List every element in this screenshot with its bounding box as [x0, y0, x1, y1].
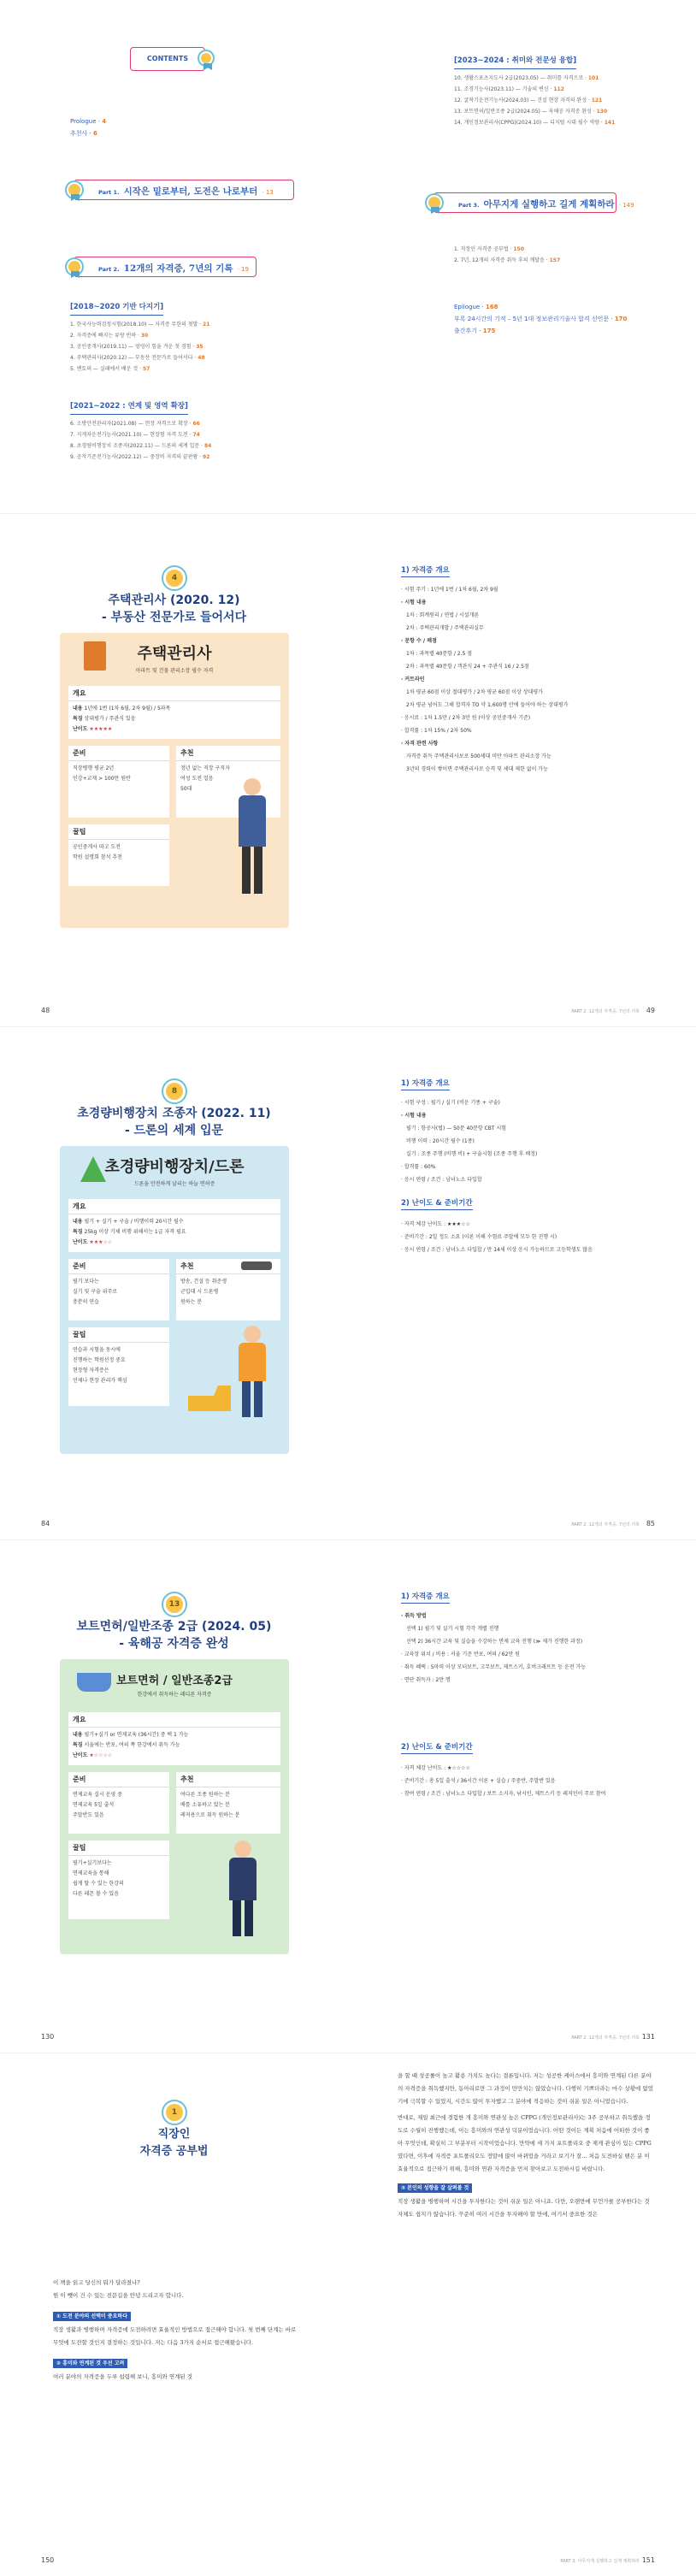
toc-separator: ·	[187, 432, 193, 438]
contents-label: CONTENTS	[146, 55, 189, 62]
cert-title	[0, 1105, 348, 1139]
toc-item[interactable]	[454, 244, 560, 255]
info-line: 자격증 취득 주택관리사보로 500세대 미만 아파트 관리소장 가능	[406, 753, 551, 759]
medal-icon	[67, 182, 82, 198]
info-line: 실기 : 조종 주행 (비행 비) + 구술시험 (조종 주행 후 배정)	[406, 1151, 538, 1157]
info-line: · 응시 연령 / 조건 : 남녀노소 다입합	[401, 1177, 482, 1183]
person-illustration	[222, 1840, 265, 1939]
toc-part3[interactable]: Part 3. 아무지게 실행하고 길게 계획하라 · 149	[434, 192, 616, 213]
toc-item-page: 57	[142, 366, 150, 372]
toc-separator: ·	[583, 75, 588, 81]
part3-title: 아무지게 실행하고 길게 계획하라	[483, 199, 615, 210]
info-line: · 취득 방법	[401, 1613, 427, 1619]
tip-title: 꿀팁	[68, 1840, 169, 1856]
drone-icon	[241, 1261, 272, 1270]
info-line: · 합격률 : 1차 15% / 2차 50%	[401, 728, 472, 734]
toc-item-page: 92	[203, 454, 210, 460]
toc-item-page: 21	[203, 322, 210, 328]
toc-separator: ·	[192, 355, 198, 361]
toc-item[interactable]	[70, 429, 327, 440]
toc-item-title: 2. 7년, 12개의 자격증 취득 후의 깨달음	[454, 257, 545, 263]
section-heading: 2) 난이도 & 준비기간	[401, 1197, 473, 1210]
spread-drone	[0, 1026, 696, 1539]
toc-item[interactable]	[70, 319, 327, 330]
paragraph: 직장 생활과 병행하며 자격증에 도전하려면 효율적인 방법으로 접근해야 합니다. 첫 번째 단계는 바로 무엇에 도전할 것인지 결정하는 것입니다. 저는 다음 3가지 순서로 접근해왔습니다.	[53, 2326, 297, 2346]
toc-item-title: 9. 공작기준전기능사(2022.12) — 중장비 자격의 끝판왕	[70, 454, 198, 460]
toc-prologue[interactable]: Prologue · 4	[70, 118, 107, 125]
info-line: 1차 : 회계원리 / 연법 / 시설개론	[406, 612, 480, 618]
spread-boat-license	[0, 1539, 696, 2053]
part1-page: 13	[265, 189, 274, 196]
overview-box: 개요 내용 1년에 1번 (1차 6월, 2차 9월) / 5과목 특징 상대평가 / 주관식 있음 난이도 ★★★★★	[68, 686, 280, 739]
toc-separator: ·	[136, 333, 141, 339]
toc-item-page: 35	[196, 344, 203, 350]
prep-box: 준비 면제교육 실시 운영 중 면제교육 5일 출석 주말반도 있음	[68, 1772, 169, 1834]
toc-appendix[interactable]: 부록 24시간의 기적 – 5년 1대 정보관리기술사 합격 선언문 · 170	[454, 316, 628, 322]
part2-page: 19	[241, 266, 249, 273]
toc-item[interactable]	[454, 117, 685, 128]
recommend-box: 추천 정년 없는 직장 구직자 여성 도전 얼음 50대	[176, 746, 280, 818]
difficulty-info	[401, 1762, 649, 1800]
toc-item-title: 8. 초경량비행장치 조종자(2022.11) — 드론의 세계 입문	[70, 443, 200, 449]
boat-icon	[77, 1673, 111, 1692]
toc-item-page: 150	[513, 246, 524, 252]
info-line: · 커트라인	[401, 676, 425, 682]
group1-title: [2018~2020 기반 다지기]	[70, 301, 163, 316]
recommend-box: 추천 방송, 건설 등 취준생 군입대 시 드론병 원하는 분	[176, 1259, 280, 1320]
page-number: 84	[41, 1520, 50, 1527]
building-icon	[84, 641, 106, 671]
spread-study-method	[0, 2053, 696, 2576]
toc-item[interactable]	[454, 95, 685, 106]
toc-item-page: 141	[604, 120, 616, 126]
boat-left-page	[0, 1539, 348, 2053]
page-number: 151	[641, 2556, 655, 2564]
person-illustration	[235, 1326, 269, 1420]
contents-right-page	[348, 0, 696, 513]
part2-title: 12개의 자격증, 7년의 기록	[123, 263, 233, 274]
part1-title: 시작은 밑로부터, 도전은 나로부터	[123, 186, 258, 197]
toc-item[interactable]	[70, 452, 327, 463]
cert-title-line1: 보트면허/일반조종 2급 (2024. 05)	[76, 1620, 272, 1634]
card-name: 보트면허 / 일반조종2급	[116, 1675, 233, 1687]
contents-badge	[130, 47, 205, 71]
toc-separator: ·	[191, 344, 197, 350]
difficulty-stars: ★☆☆☆☆	[89, 1752, 113, 1758]
toc-item-page: 101	[587, 75, 599, 81]
toc-group2	[70, 395, 327, 463]
difficulty-stars: ★★★★★	[89, 726, 113, 732]
difficulty-stars: ★★★☆☆	[89, 1239, 113, 1245]
toc-item[interactable]	[70, 330, 327, 341]
medal-icon	[163, 567, 186, 589]
part3-list	[454, 244, 560, 266]
chapter-title-line1: 직장인	[157, 2128, 191, 2141]
info-line: · 교육장 위치 / 비용 : 서울 기준 반포, 여의 / 62만 원	[401, 1651, 520, 1657]
recommend-title: 추천	[176, 1772, 280, 1787]
toc-item[interactable]	[70, 418, 327, 429]
overview-title: 개요	[68, 686, 280, 701]
toc-item-page: 121	[591, 97, 603, 103]
paragraph: 직장 생활을 병행하며 시간을 투자한다는 것이 쉬운 일은 아니죠. 다만, 오랜만에 무언가를 공부한다는 것 자체도 쉽지가 않습니다. 꾸준히 여러 시간을 투자해야 할 만에, 여기서 중요한 것은	[398, 2198, 650, 2218]
page-number: 49	[646, 1007, 655, 1014]
paragraph: 반대로, 제일 최근에 경험한 개 흥미와 연관성 높은 CPPG (개인정보관리사)는 3주 공부하고 취득했을 정도로 수월히 진행했는데, 이는 흥미와의 연관성 덕분이었습니다. 어떤 것이든 계획 처음에 어떠한 것이 좋아 무엇인데, 확실히 그 부분부터 시작이었습니다. 만약에 세 가지 포트폴리오 중 제게 관심이 있는 CPPG였다면, 이후에 자격증 포트폴리오도 정말에 많이 바뀌었을 거라고 보기가 잘... 처음 도전하실 땐은 분 이 효율적으로 접근하기 위해, 흥미와 연관 자격증을 먼저 찾아보고 도전하시길 바랍니다.	[398, 2114, 652, 2172]
toc-item-page: 112	[553, 86, 564, 92]
paragraph: 여러 분야의 자격증을 두루 섭렵해 보니, 흥미와 연계된 것	[53, 2373, 193, 2380]
toc-item-title: 6. 소방안전관리자(2021.08) — 현장 자격으로 확장	[70, 421, 188, 427]
running-head: PART 2. 12개의 자격증, 7년의 기록	[571, 2035, 640, 2041]
card-subtitle: 한강에서 취득하는 레디폰 자격증	[137, 1692, 212, 1698]
chapter-title	[0, 2126, 348, 2160]
section-tag: ③ 본인의 성향을 잘 살펴볼 것	[398, 2183, 472, 2193]
prep-title: 준비	[68, 746, 169, 761]
toc-group1	[70, 296, 327, 375]
back-matter	[454, 301, 685, 337]
cert-title-line2: - 드론의 세계 입문	[124, 1124, 224, 1137]
toc-item[interactable]	[70, 352, 327, 363]
cert-card	[60, 1659, 289, 1954]
toc-separator: ·	[187, 421, 193, 427]
spread-divider	[0, 1026, 696, 1027]
section-heading: 1) 자격증 개요	[401, 1591, 450, 1604]
toc-item[interactable]	[454, 106, 685, 117]
info-line: 3년의 경력이 쌓이면 주택관리사로 승격 및 세대 제한 없이 가능	[406, 766, 548, 772]
study-left-page	[0, 2053, 348, 2576]
toc-part2[interactable]: Part 2. 12개의 자격증, 7년의 기록 · 19	[74, 257, 257, 277]
running-head: PART 2. 12개의 자격증, 7년의 기록	[571, 1522, 640, 1527]
exam-info	[401, 583, 649, 776]
lead-line: 이 책을 읽고 당신의 뭐가 달라졌나?	[53, 2279, 140, 2286]
group3-title: [2023~2024 : 취미와 전문성 융합]	[454, 55, 576, 69]
info-line: 비행 이력 : 20시간 필수 (1종)	[406, 1138, 475, 1144]
cert-card	[60, 1146, 289, 1454]
info-line: · 준비기간 : 2일 정도 소요 (이론 이해 수험료 주말에 모두 한 진행 시)	[401, 1234, 557, 1240]
toc-epilogue[interactable]: Epilogue · 168	[454, 304, 498, 310]
spread-divider	[0, 1539, 696, 1540]
card-header	[60, 1146, 289, 1192]
toc-item-title: 2. 자격증에 빠지는 류랑 빈하	[70, 333, 137, 339]
prep-title: 준비	[68, 1259, 169, 1274]
overview-title: 개요	[68, 1199, 280, 1214]
toc-item-title: 4. 주택관리사(2020.12) — 부동산 전문가로 들어서다	[70, 355, 193, 361]
toc-separator: ·	[587, 97, 592, 103]
info-line: · 합격률 : 60%	[401, 1164, 436, 1170]
group2-title: [2021~2022 : 연계 및 영역 확장]	[70, 400, 188, 415]
running-head: PART 2. 12개의 자격증, 7년의 기록	[571, 1009, 640, 1014]
toc-item-title: 13. 보트면허/일반조종 2급(2024.05) — 육해공 자격증 완성	[454, 109, 592, 115]
info-line: 2차 평균 넘어도 그해 합격자 TO 약 1,600명 안에 들어야 하는 상대평가	[406, 702, 569, 708]
medal-icon	[163, 1080, 186, 1102]
info-line: 1차 : 과목별 40문항 / 2.5 점	[406, 651, 473, 657]
toc-item-title: 5. 멘토의 — 실패에서 배운 것	[70, 366, 139, 372]
recommend-box: 추천 여다른 조종 원하는 분 배를 소유하고 있는 분 레저용으로 취득 원하는 분	[176, 1772, 280, 1834]
section-heading: 2) 난이도 & 준비기간	[401, 1741, 473, 1754]
toc-item-title: 11. 조경기능사(2023.11) — 기술의 변신	[454, 86, 549, 92]
toc-item-title: 3. 공인중개사(2019.11) — 엉덩이 힘을 겨운 첫 경험	[70, 344, 192, 350]
medal-icon	[67, 259, 82, 275]
toc-item-title: 7. 지게차운전기능사(2021.10) — 현장형 자격 도전	[70, 432, 188, 438]
card-subtitle: 아파트 및 건물 관리소장 필수 자격	[135, 668, 214, 674]
info-line: · 면단 취득자 : 2만 명	[401, 1677, 451, 1683]
group3-list	[454, 73, 685, 128]
part2-tag: Part 2.	[98, 266, 120, 273]
overview-box: 개요 내용 필기+실기 or 면제교육 (36시간) 중 택 1 가능 특징 서울에는 반포, 여의 쪽 한강에서 취득 가능 난이도 ★☆☆☆☆	[68, 1712, 280, 1765]
prep-title: 준비	[68, 1772, 169, 1787]
info-line: · 시험 내용	[401, 1113, 427, 1119]
toc-separator: ·	[599, 120, 605, 126]
toc-item-page: 84	[203, 443, 212, 449]
excavator-icon	[188, 1385, 231, 1411]
group2-list	[70, 418, 327, 463]
section-heading: 1) 자격증 개요	[401, 1078, 450, 1090]
chapter-title-line2: 자격증 공부법	[139, 2145, 209, 2158]
info-line: 2차 : 과목별 40문항 / 객관식 24 + 주관식 16 / 2.5점	[406, 664, 529, 670]
cert-title-line1: 초경량비행장치 조종자 (2022. 11)	[77, 1107, 271, 1120]
page-number: 131	[641, 2033, 655, 2041]
cert-title	[0, 592, 348, 626]
toc-part1[interactable]: Part 1. 시작은 밑로부터, 도전은 나로부터 · 13	[74, 180, 294, 200]
info-line: · 참여 연령 / 조건 : 남녀노소 다입합 / 보트 소지자, 낚시인, 제트스키 등 레저인이 주로 참여	[401, 1791, 606, 1797]
cert-title-line2: - 육해공 자격증 완성	[119, 1637, 229, 1651]
study-right-page	[348, 2053, 696, 2576]
tip-title: 꿀팁	[68, 824, 169, 840]
info-line: 선택 1) 필기 및 실기 시험 각각 개별 진행	[406, 1626, 499, 1632]
info-line: 2차 : 주택관리개발 / 주택관리실무	[406, 625, 484, 631]
toc-item[interactable]	[454, 255, 560, 266]
toc-item-page: 130	[596, 109, 608, 115]
spread-contents	[0, 0, 696, 513]
toc-item-page: 157	[549, 257, 561, 263]
boat-right-page	[348, 1539, 696, 2053]
info-line: · 시험 주기 : 1년에 1번 / 1차 6월, 2차 9월	[401, 587, 498, 593]
medal-icon	[427, 195, 442, 210]
toc-separator: ·	[198, 454, 203, 460]
toc-foreword[interactable]: 추천사 · 6	[70, 130, 97, 137]
part3-tag: Part 3.	[458, 202, 480, 209]
info-line: · 자격 관련 사항	[401, 741, 439, 747]
prep-box: 준비 필기 보다는 실기 및 구술 위주로 충분히 연습	[68, 1259, 169, 1320]
person-illustration	[235, 778, 269, 907]
info-line: · 시험 내용	[401, 600, 427, 606]
toc-item-title: 1. 한국사능력검정시험(2018.10) — 자격증 무한의 첫발	[70, 322, 198, 328]
toc-item-title: 14. 개인정보관리사(CPPG)(2024.10) — 디지털 시대 필수 역량	[454, 120, 599, 126]
info-line: · 자격 체감 난이도 : ★★★☆☆	[401, 1221, 470, 1227]
part3-page: 149	[622, 202, 634, 209]
info-line: · 응시 연령 / 조건 : 남녀노소 다입합 / 만 14세 이상 응시 가능하므로 고등학생도 많음	[401, 1247, 593, 1253]
medal-icon	[163, 1593, 186, 1616]
toc-item-title: 12. 굴착기운전기능사(2024.03) — 건설 현장 자격의 완성	[454, 97, 587, 103]
overview-box: 개요 내용 필기 + 실기 + 구술 / 비행이력 20시간 필수 특징 25kg 이상 기체 비행 위해서는 1급 자격 필요 난이도 ★★★☆☆	[68, 1199, 280, 1252]
toc-separator: ·	[138, 366, 143, 372]
front-matter	[70, 115, 106, 139]
left-body	[53, 2277, 301, 2384]
difficulty-info	[401, 1218, 649, 1256]
prep-box: 준비 직장병행 평균 2년 인강+교재 > 100만 원반	[68, 746, 169, 818]
cert-title	[0, 1618, 348, 1652]
toc-separator: ·	[544, 257, 550, 263]
info-line: 선택 2) 36시간 교육 및 실습을 수강하는 면제 교육 진행 (≫ 제가 진행한 과정)	[406, 1639, 583, 1645]
cert-card	[60, 633, 289, 928]
toc-separator: ·	[548, 86, 554, 92]
exam-info	[401, 1610, 649, 1687]
toc-item[interactable]	[70, 363, 327, 375]
contents-left-page	[0, 0, 348, 513]
page-number: 48	[41, 1007, 50, 1014]
toc-afterword[interactable]: 출간후기 · 175	[454, 328, 496, 334]
toc-item-page: 48	[198, 355, 205, 361]
section-tag: ② 흥미와 연계된 것 우선 고려	[53, 2359, 127, 2368]
toc-separator: ·	[199, 443, 204, 449]
card-name: 초경량비행장치/드론	[104, 1158, 245, 1176]
tip-box: 꿀팁 공인중개사 따고 도전 학원 설명회 참석 추천	[68, 824, 169, 886]
toc-item-page: 30	[140, 333, 149, 339]
info-line: · 준비기간 : 총 5일 출석 / 36시간 이론 + 실습 / 주중반, 주말반 있음	[401, 1778, 556, 1784]
toc-item[interactable]	[70, 341, 327, 352]
drone-left-page	[0, 1026, 348, 1539]
lead-line: 뭔 이 뺏이 건 수 있는 전문길을 안녕 드리고자 합니다.	[53, 2292, 184, 2299]
medal-number: 4	[171, 574, 178, 582]
section-heading: 1) 자격증 개요	[401, 564, 450, 577]
tip-box: 꿀팁 필기+실기보다는 면제교육을 통해 쉽게 딸 수 있는 한강의 다른 레몬 볼 수 있음	[68, 1840, 169, 1919]
tip-title: 꿀팁	[68, 1327, 169, 1343]
toc-item[interactable]	[70, 440, 327, 452]
tip-box: 꿀팁 연습과 시험을 동시에 진행하는 학원선정 중요 현장형 자격증은 언제나 현장 관리가 핵심	[68, 1327, 169, 1406]
section-tag: ① 도전 분야의 선택이 중요하다	[53, 2312, 131, 2321]
spread-housing-manager	[0, 513, 696, 1026]
card-name: 주택관리사	[137, 645, 212, 663]
info-line: · 취득 혜택 : 5마력 이상 모터보트, 고무보트, 제트스키, 호버크래프트 등 운전 가능	[401, 1664, 587, 1670]
toc-item[interactable]	[454, 84, 685, 95]
medal-number: 13	[168, 1600, 180, 1609]
recommend-title: 추천	[176, 1259, 280, 1274]
toc-item[interactable]	[454, 73, 685, 84]
card-subtitle: 드론을 안전하게 날리는 하늘 면허증	[133, 1181, 215, 1187]
overview-title: 개요	[68, 1712, 280, 1728]
toc-separator: ·	[508, 246, 514, 252]
toc-item-page: 74	[192, 432, 200, 438]
group1-list	[70, 319, 327, 375]
toc-item-page: 66	[192, 421, 200, 427]
right-body	[398, 2070, 654, 2221]
cert-title-line1: 주택관리사 (2020. 12)	[108, 594, 240, 607]
medal-number: 8	[171, 1087, 178, 1096]
card-header	[60, 1659, 289, 1705]
info-line: 필기 : 항공사(법) — 50문 40문항 CBT 시험	[406, 1126, 507, 1131]
cert-title-line2: - 부동산 전문가로 들어서다	[101, 611, 247, 624]
page-number: 85	[646, 1520, 655, 1527]
medal-icon	[163, 2101, 186, 2124]
toc-group3	[454, 50, 685, 128]
toc-separator: ·	[198, 322, 203, 328]
toc-separator: ·	[591, 109, 597, 115]
info-line: · 자격 체감 난이도 : ★☆☆☆☆	[401, 1765, 470, 1771]
housing-right-page	[348, 513, 696, 1026]
recommend-title: 추천	[176, 746, 280, 761]
drone-right-page	[348, 1026, 696, 1539]
info-line: 1차 평균 60점 이상 절대평가 / 2차 평균 60점 이상 상대평가	[406, 689, 543, 695]
part1-tag: Part 1.	[98, 189, 120, 196]
running-head: PART 3. 아무지게 실행하고 길게 계획하라	[560, 2559, 640, 2564]
info-line: · 응시료 : 1차 1.5만 / 2차 3만 원 (이상 공인중개사 기준)	[401, 715, 531, 721]
toc-item-title: 10. 생활스포츠지도사 2급(2023.05) — 취미를 자격으로	[454, 75, 584, 81]
medal-number: 1	[171, 2108, 178, 2117]
card-header	[60, 633, 289, 679]
toc-item-title: 1. 직장인 자격증 공부법	[454, 246, 509, 252]
page-number: 150	[41, 2556, 55, 2564]
housing-left-page	[0, 513, 348, 1026]
exam-info	[401, 1096, 649, 1186]
paragraph: 을 할 때 성공률이 높고 활용 가치도 높다는 결론입니다. 저는 성공한 케이스에서 흥미와 연계된 다른 분야의 자격증을 취득했지만, 동아리로만 그 과정이 만만치는 않았습니다. 다행히 기쁘더라는 마수 상황에 없었기에 극복할 수 있었지, 시간도 많이 투자했고 그 분야에 적응하는 것이 쉬운 일은 아니었습니다.	[398, 2072, 653, 2105]
medal-icon	[199, 51, 213, 65]
spread-divider	[0, 513, 696, 514]
info-line: · 시험 구성 : 필기 / 실기 (비운 기종 + 구술)	[401, 1100, 500, 1106]
info-line: · 문항 수 / 배점	[401, 638, 437, 644]
page-number: 130	[41, 2033, 55, 2041]
